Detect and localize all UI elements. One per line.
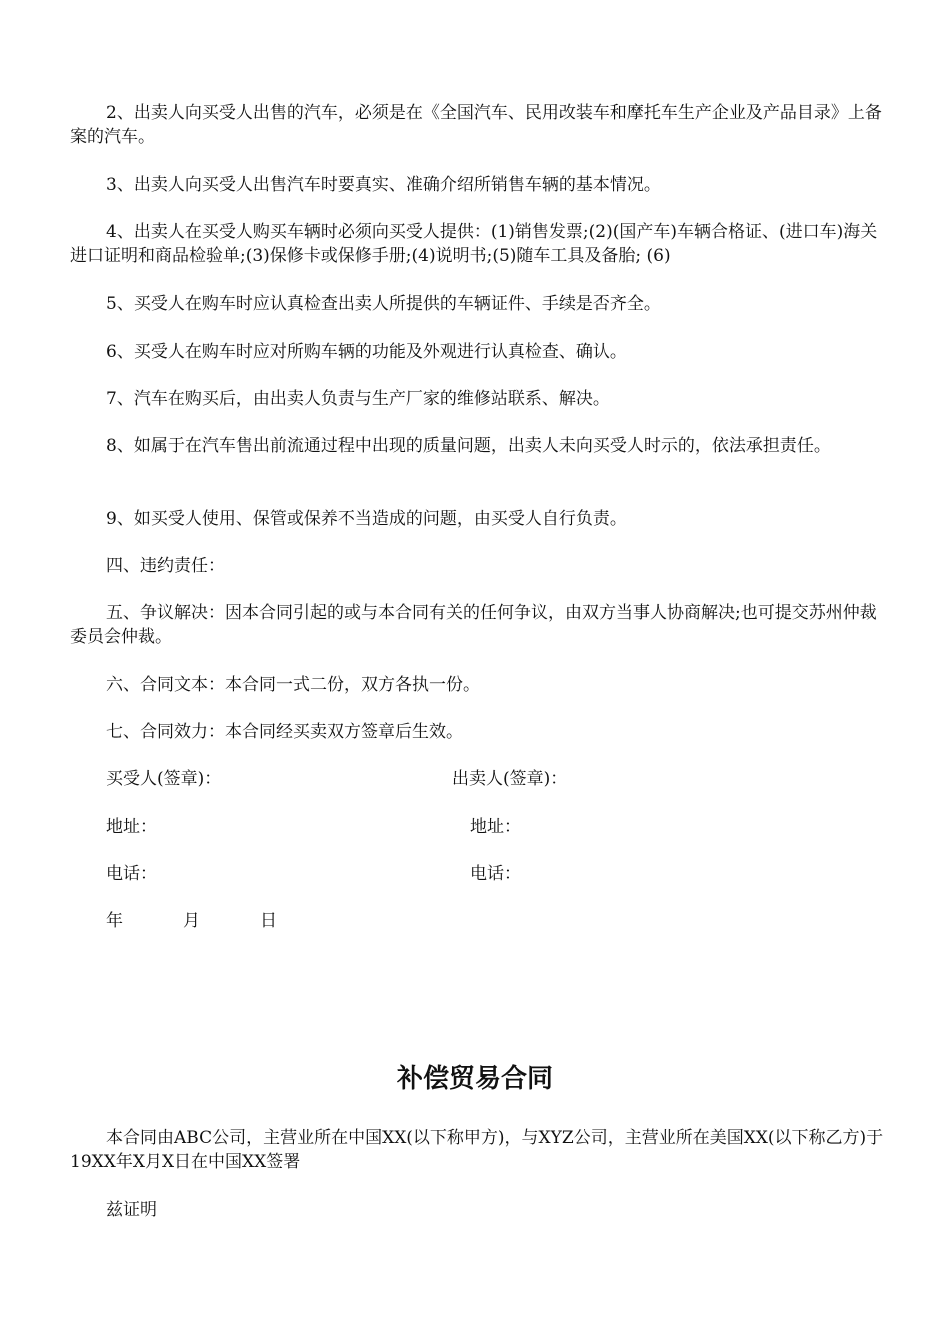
clause-5: 5、买受人在购车时应认真检查出卖人所提供的车辆证件、手续是否齐全。 — [106, 294, 661, 314]
section-copies: 六、合同文本：本合同一式二份，双方各执一份。 — [106, 675, 480, 695]
date-day: 日 — [260, 911, 277, 931]
date-month: 月 — [183, 911, 200, 931]
clause-7: 7、汽车在购买后，由出卖人负责与生产厂家的维修站联系、解决。 — [106, 389, 610, 409]
buyer-address-label: 地址： — [106, 817, 157, 837]
seller-signature-label: 出卖人(签章)： — [452, 769, 568, 789]
seller-address-label: 地址： — [470, 817, 521, 837]
section-liability: 四、违约责任： — [106, 556, 225, 576]
buyer-phone-label: 电话： — [106, 864, 157, 884]
seller-phone-label: 电话： — [470, 864, 521, 884]
clause-4: 4、出卖人在买受人购买车辆时必须向买受人提供：(1)销售发票;(2)(国产车)车辆合格证、(进口车)海关进口证明和商品检验单;(3)保修卡或保修手册;(4)说明书;(5)随车工具及备胎; (6) — [70, 222, 878, 266]
clause-6: 6、买受人在购车时应对所购车辆的功能及外观进行认真检查、确认。 — [106, 342, 627, 362]
section-effect: 七、合同效力：本合同经买卖双方签章后生效。 — [106, 722, 463, 742]
buyer-signature-label: 买受人(签章)： — [106, 769, 222, 789]
section-dispute: 五、争议解决：因本合同引起的或与本合同有关的任何争议，由双方当事人协商解决;也可提交苏州仲裁委员会仲裁。 — [70, 603, 877, 647]
witness-line: 兹证明 — [106, 1200, 157, 1220]
contract-title: 补偿贸易合同 — [396, 1064, 553, 1094]
clause-8: 8、如属于在汽车售出前流通过程中出现的质量问题，出卖人未向买受人时示的，依法承担责任。 — [106, 436, 831, 456]
clause-9: 9、如买受人使用、保管或保养不当造成的问题，由买受人自行负责。 — [106, 509, 627, 529]
clause-3: 3、出卖人向买受人出售汽车时要真实、准确介绍所销售车辆的基本情况。 — [106, 175, 661, 195]
contract-intro: 本合同由ABC公司，主营业所在中国XX(以下称甲方)，与XYZ公司，主营业所在美国XX(以下称乙方)于19XX年X月X日在中国XX签署 — [70, 1128, 884, 1172]
clause-2: 2、出卖人向买受人出售的汽车，必须是在《全国汽车、民用改装车和摩托车生产企业及产品目录》上备案的汽车。 — [70, 103, 882, 147]
date-year: 年 — [106, 911, 123, 931]
